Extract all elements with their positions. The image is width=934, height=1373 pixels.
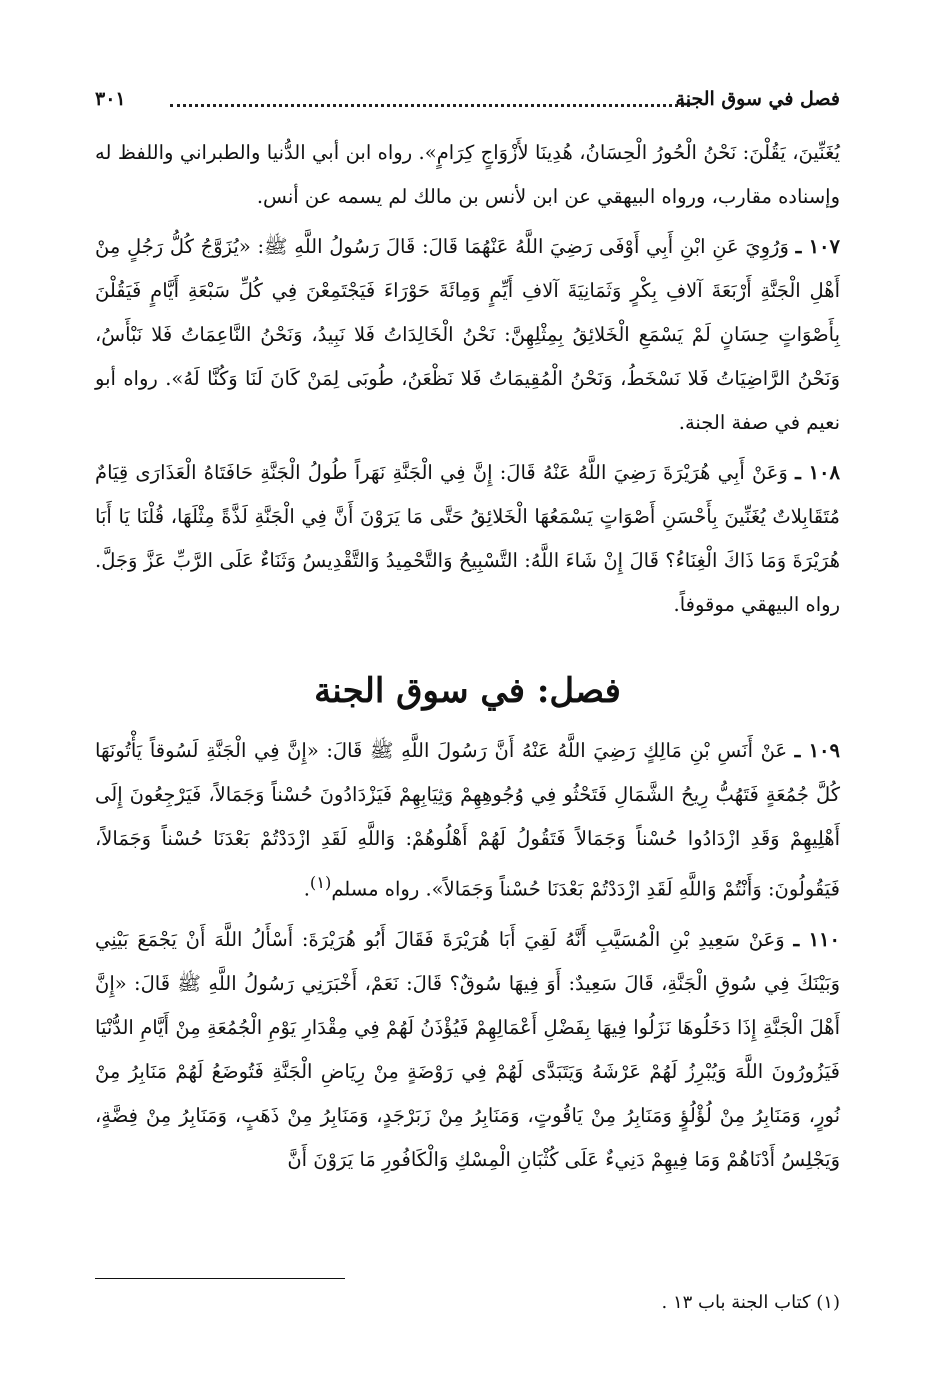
header-title: فصل في سوق الجنة — [675, 88, 840, 110]
footnote: (١) كتاب الجنة باب ١٣ . — [661, 1292, 840, 1313]
footnote-divider — [95, 1278, 345, 1279]
page-number: ٣٠١ — [95, 88, 126, 110]
paragraph-text: وَرُوِيَ عَنِ ابْنِ أَبِي أَوْفَى رَضِيَ اللَّهُ عَنْهُمَا قَالَ: قَالَ رَسُولُ اللَّهِ ﷺ: «يُزَوَّجُ كُلُّ رَجُلٍ مِنْ أَهْلِ الْجَنَّةِ أَرْبَعَةَ آلافِ بِكْرٍ وَثَمَانِيَةَ آلافِ أَيِّمٍ وَمِائَةَ حَوْرَاءَ فَيَجْتَمِعْنَ فِي كُلِّ سَبْعَةِ أَيَّامٍ فَيَقُلْنَ بِأَصْوَاتٍ حِسَانٍ لَمْ يَسْمَعِ الْخَلائِقُ بِمِثْلِهِنَّ: نَحْنُ الْخَالِدَاتُ فَلا نَبِيدُ، وَنَحْنُ النَّاعِمَاتُ فَلا نَبْأَسُ، وَنَحْنُ الرَّاضِيَاتُ فَلا نَسْخَطُ، وَنَحْنُ الْمُقِيمَاتُ فَلا نَظْعَنُ، طُوبَى لِمَنْ كَانَ لَنَا وَكُنَّا لَهُ». رواه أبو نعيم في صفة الجنة. — [95, 235, 840, 434]
paragraph-text: وَعَنْ سَعِيدِ بْنِ الْمُسَيَّبِ أَنَّهُ لَقِيَ أَبَا هُرَيْرَةَ فَقَالَ أَبُو هُرَيْرَةَ: أَسْأَلُ اللَّهَ أَنْ يَجْمَعَ بَيْنِي وَبَيْنَكَ فِي سُوقِ الْجَنَّةِ، قَالَ سَعِيدٌ: أَوَ فِيهَا سُوقٌ؟ قَالَ: نَعَمْ، أَخْبَرَنِي رَسُولُ اللَّهِ ﷺ قَالَ: «إِنَّ أَهْلَ الْجَنَّةِ إِذَا دَخَلُوهَا نَزَلُوا فِيهَا بِفَضْلِ أَعْمَالِهِمْ فَيُؤْذَنُ لَهُمْ فِي مِقْدَارِ يَوْمِ الْجُمُعَةِ مِنْ أَيَّامِ الدُّنْيَا فَيَزُورُونَ اللَّهَ وَيُبْرِزُ لَهُمْ عَرْشَهُ وَيَتَبَدَّى لَهُمْ فِي رَوْضَةٍ مِنْ رِيَاضِ الْجَنَّةِ فَتُوضَعُ لَهُمْ مَنَابِرُ مِنْ نُورٍ، وَمَنَابِرُ مِنْ لُؤْلُؤٍ وَمَنَابِرُ مِنْ يَاقُوتٍ، وَمَنَابِرُ مِنْ زَبَرْجَدٍ، وَمَنَابِرُ مِنْ ذَهَبٍ، وَمَنَابِرُ مِنْ فِضَّةٍ، وَيَجْلِسُ أَدْنَاهُمْ وَمَا فِيهِمْ دَنِيءٌ عَلَى كُثْبَانِ الْمِسْكِ وَالْكَافُورِ مَا يَرَوْنَ أَنَّ — [95, 927, 840, 1171]
paragraph-text: عَنْ أَنَسِ بْنِ مَالِكٍ رَضِيَ اللَّهُ عَنْهُ أَنَّ رَسُولَ اللَّهِ ﷺ قَالَ: «إِنَّ فِي الْجَنَّةِ لَسُوقاً يَأْتُونَهَا كُلَّ جُمُعَةٍ فَتَهُبُّ رِيحُ الشَّمَالِ فَتَحْثُو فِي وُجُوهِهِمْ وَثِيَابِهِمْ فَيَزْدَادُونَ حُسْناً وَجَمَالاً، فَيَرْجِعُونَ إِلَى أَهْلِيهِمْ وَقَدِ ازْدَادُوا حُسْناً وَجَمَالاً فَتَقُولُ لَهُمْ أَهْلُوهُمْ: وَاللَّهِ لَقَدِ ازْدَدْتُمْ بَعْدَنَا حُسْناً وَجَمَالاً، فَيَقُولُونَ: وَأَنْتُمْ وَاللَّهِ لَقَدِ ازْدَدْتُمْ بَعْدَنَا حُسْناً وَجَمَالاً». رواه مسلم — [95, 739, 840, 901]
header-dot-leader — [170, 104, 690, 107]
hadith-number: ١٠٧ ـ — [795, 235, 840, 258]
running-header — [95, 80, 840, 127]
hadith-107 — [95, 225, 840, 445]
paragraph-text: وَعَنْ أَبِي هُرَيْرَةَ رَضِيَ اللَّهُ عَنْهُ قَالَ: إِنَّ فِي الْجَنَّةِ نَهَراً طُولُ الْجَنَّةِ حَافَتَاهُ الْعَذَارَى قِيَامٌ مُتَقَابِلاتٌ يُغَنِّينَ بِأَحْسَنِ أَصْوَاتٍ يَسْمَعُهَا الْخَلائِقُ حَتَّى مَا يَرَوْنَ أَنَّ فِي الْجَنَّةِ لَذَّةً مِثْلَهَا، قُلْنَا يَا أَبَا هُرَيْرَةَ وَمَا ذَاكَ الْغِنَاءُ؟ قَالَ إِنْ شَاءَ اللَّهُ: التَّسْبِيحُ وَالتَّحْمِيدُ وَالتَّقْدِيسُ وَثَنَاءٌ عَلَى الرَّبِّ عَزَّ وَجَلَّ. رواه البيهقي موقوفاً. — [95, 461, 840, 616]
footnote-reference: (١) — [309, 873, 332, 892]
book-page — [95, 80, 840, 1350]
paragraph-continuation — [95, 131, 840, 219]
hadith-108 — [95, 451, 840, 627]
hadith-110 — [95, 918, 840, 1182]
hadith-number: ١٠٩ ـ — [794, 739, 840, 762]
paragraph-text: يُغَنِّينَ، يَقُلْنَ: نَحْنُ الْحُورُ الْحِسَانُ، هُدِينَا لأَزْوَاجٍ كِرَامٍ». رواه ابن أبي الدُّنيا والطبراني واللفظ له وإسناده مقارب، ورواه البيهقي عن ابن لأنس بن مالك لم يسمه عن أنس. — [95, 141, 840, 208]
hadith-number: ١٠٨ ـ — [795, 461, 840, 484]
section-title: فصل: في سوق الجنة — [314, 671, 621, 711]
hadith-109: ١٠٩ ـ عَنْ أَنَسِ بْنِ مَالِكٍ رَضِيَ اللَّهُ عَنْهُ أَنَّ رَسُولَ اللَّهِ ﷺ قَالَ: «إِنَّ فِي الْجَنَّةِ لَسُوقاً يَأْتُونَهَا كُلَّ جُمُعَةٍ فَتَهُبُّ رِيحُ الشَّمَالِ فَتَحْثُو فِي وُجُوهِهِمْ وَثِيَابِهِمْ فَيَزْدَادُونَ حُسْناً وَجَمَالاً، فَيَرْجِعُونَ إِلَى أَهْلِيهِمْ وَقَدِ ازْدَادُوا حُسْناً وَجَمَالاً فَتَقُولُ لَهُمْ أَهْلُوهُمْ: وَاللَّهِ لَقَدِ ازْدَدْتُمْ بَعْدَنَا حُسْناً وَجَمَالاً، فَيَقُولُونَ: وَأَنْتُمْ وَاللَّهِ لَقَدِ ازْدَدْتُمْ بَعْدَنَا حُسْناً وَجَمَالاً». رواه مسلم$^{(١)}$. — [95, 739, 840, 901]
hadith-number: ١١٠ ـ — [793, 927, 840, 951]
